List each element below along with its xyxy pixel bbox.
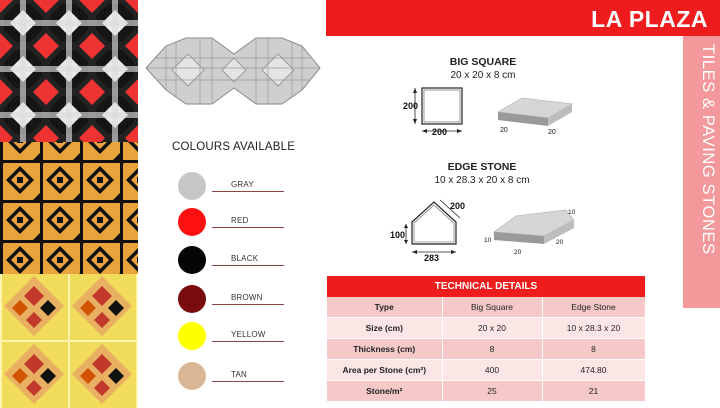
colour-swatch[interactable] [178,362,290,390]
big-square-iso-drawing [488,88,580,138]
colour-swatch[interactable] [178,246,290,274]
table-cell: Thickness (cm) [327,339,442,360]
table-cell: Stone/m² [327,381,442,402]
big-square-dims: 20 x 20 x 8 cm [450,70,516,81]
colour-swatch[interactable] [178,285,290,313]
table-cell: 474.80 [542,360,645,381]
table-header-row [327,297,645,318]
colour-name: YELLOW [231,330,266,339]
dim-label: 100 [390,230,406,240]
table-header-cell: Big Square [442,297,542,318]
colour-name: TAN [231,370,248,379]
dim-label: 20 [500,127,508,134]
technical-table [327,297,646,402]
table-cell: Size (cm) [327,318,442,339]
edge-stone-dims: 10 x 28.3 x 20 x 8 cm [434,175,530,186]
dim-label: 10 [484,237,492,244]
dim-label: 283 [424,253,440,263]
edge-stone-iso-drawing [482,202,584,260]
colour-name: RED [231,216,249,225]
divider [212,381,284,382]
table-row [327,339,645,360]
colour-dot [178,246,206,274]
tile-shape-preview [142,24,324,120]
table-cell: 8 [542,339,645,360]
dim-label: 20 [514,249,522,256]
table-row [327,381,645,402]
colour-dot [178,285,206,313]
colour-name: GRAY [231,180,254,189]
edge-stone-plan-drawing [390,194,480,264]
big-square-title: BIG SQUARE [449,56,517,68]
brand-title: LA PLAZA [591,6,708,32]
table-row [327,318,645,339]
technical-heading: TECHNICAL DETAILS [327,276,645,297]
table-cell: 20 x 20 [442,318,542,339]
table-row [327,360,645,381]
divider [212,341,284,342]
table-cell: 21 [542,381,645,402]
technical-details [327,276,645,402]
table-cell: 25 [442,381,542,402]
big-square-plan-drawing [398,84,478,140]
dim-label: 20 [548,129,556,136]
colour-dot [178,322,206,350]
dim-label: 200 [432,127,448,137]
dim-label: 200 [403,101,419,111]
side-banner [683,36,720,308]
divider [212,227,284,228]
colour-dot [178,172,206,200]
colour-swatch[interactable] [178,322,290,350]
divider [212,304,284,305]
colour-name: BLACK [231,254,259,263]
colour-dot [178,362,206,390]
colour-name: BROWN [231,293,263,302]
table-cell: 8 [442,339,542,360]
colours-heading: COLOURS AVAILABLE [172,141,296,153]
table-cell: 400 [442,360,542,381]
paving-photos [0,0,138,408]
table-header-cell: Type [327,297,442,318]
dim-label: 20 [556,239,564,246]
colour-dot [178,208,206,236]
table-header-cell: Edge Stone [542,297,645,318]
colour-swatch[interactable] [178,172,290,200]
dim-label: 200 [450,201,466,211]
edge-stone-title: EDGE STONE [447,161,517,173]
colour-swatch[interactable] [178,208,290,236]
table-cell: Area per Stone (cm²) [327,360,442,381]
header-bar [326,0,720,36]
dim-label: 10 [568,209,576,216]
divider [212,265,284,266]
table-cell: 10 x 28.3 x 20 [542,318,645,339]
brand-subtitle: TILES & PAVING STONES [699,44,717,255]
divider [212,191,284,192]
